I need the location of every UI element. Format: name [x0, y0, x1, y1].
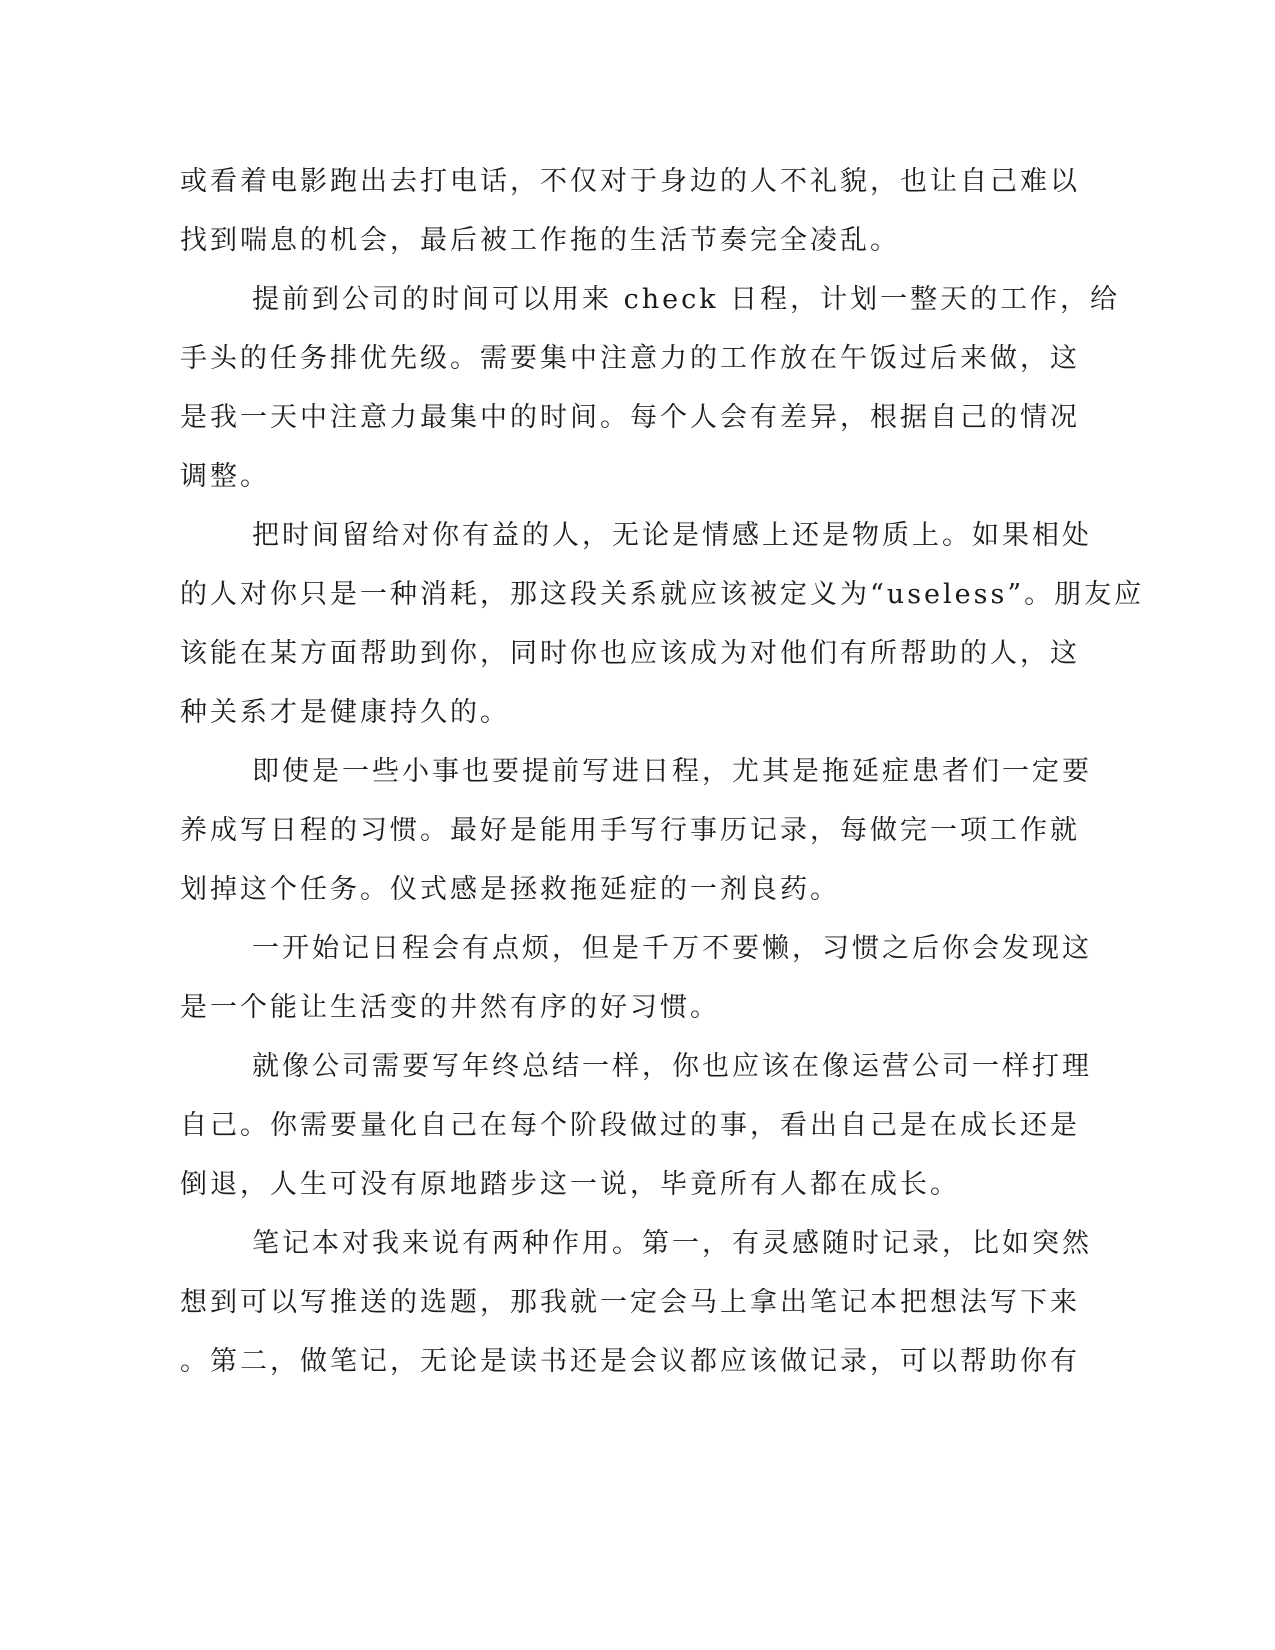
text-line: 是我一天中注意力最集中的时间。每个人会有差异，根据自己的情况 — [180, 402, 1080, 433]
paragraph-start-line: 笔记本对我来说有两种作用。第一，有灵感随时记录，比如突然 — [252, 1228, 1092, 1259]
text-line: 自己。你需要量化自己在每个阶段做过的事，看出自己是在成长还是 — [180, 1110, 1080, 1141]
paragraph-start-line: 提前到公司的时间可以用来 check 日程，计划一整天的工作，给 — [252, 284, 1121, 315]
text-line: 划掉这个任务。仪式感是拯救拖延症的一剂良药。 — [180, 874, 840, 905]
paragraph-start-line: 把时间留给对你有益的人，无论是情感上还是物质上。如果相处 — [252, 520, 1092, 551]
text-line: 种关系才是健康持久的。 — [180, 697, 510, 728]
text-line: 该能在某方面帮助到你，同时你也应该成为对他们有所帮助的人，这 — [180, 638, 1080, 669]
text-line: 手头的任务排优先级。需要集中注意力的工作放在午饭过后来做，这 — [180, 343, 1080, 374]
text-line: 是一个能让生活变的井然有序的好习惯。 — [180, 992, 720, 1023]
paragraph-start-line: 就像公司需要写年终总结一样，你也应该在像运营公司一样打理 — [252, 1051, 1092, 1082]
text-line: 或看着电影跑出去打电话，不仅对于身边的人不礼貌，也让自己难以 — [180, 166, 1080, 197]
text-line: 的人对你只是一种消耗，那这段关系就应该被定义为“useless”。朋友应 — [180, 579, 1145, 610]
text-line: 调整。 — [180, 461, 270, 492]
paragraph-start-line: 即使是一些小事也要提前写进日程，尤其是拖延症患者们一定要 — [252, 756, 1092, 787]
text-line: 。第二，做笔记，无论是读书还是会议都应该做记录，可以帮助你有 — [180, 1346, 1080, 1377]
text-line: 想到可以写推送的选题，那我就一定会马上拿出笔记本把想法写下来 — [180, 1287, 1080, 1318]
body-text — [180, 152, 1145, 1391]
text-line: 养成写日程的习惯。最好是能用手写行事历记录，每做完一项工作就 — [180, 815, 1080, 846]
text-line: 倒退，人生可没有原地踏步这一说，毕竟所有人都在成长。 — [180, 1169, 960, 1200]
text-line: 找到喘息的机会，最后被工作拖的生活节奏完全凌乱。 — [180, 225, 900, 256]
paragraph-start-line: 一开始记日程会有点烦，但是千万不要懒，习惯之后你会发现这 — [252, 933, 1092, 964]
